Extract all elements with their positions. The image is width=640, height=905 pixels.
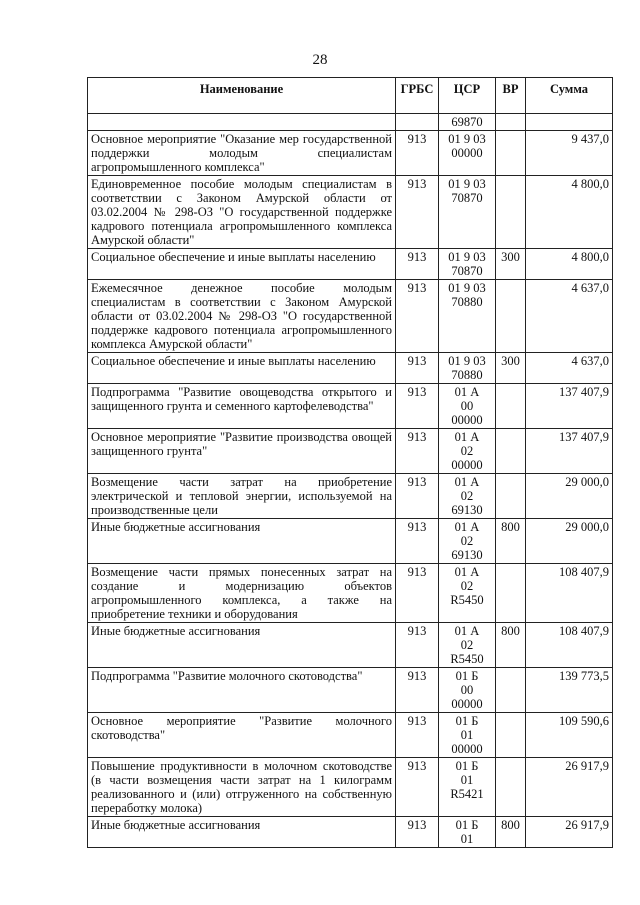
csr-code-part: 02 (460, 638, 474, 652)
table-row (88, 249, 613, 280)
table-row (88, 668, 613, 713)
csr-code-part: 02 (460, 579, 474, 593)
table-row (88, 429, 613, 474)
row-grbs: 913 (396, 280, 439, 353)
csr-code-part: 01 А (454, 565, 480, 579)
row-vr (496, 176, 526, 249)
csr-code-part: 00000 (451, 697, 483, 711)
row-sum: 26 917,9 (526, 817, 613, 848)
row-vr (496, 564, 526, 623)
csr-code-part: 00000 (451, 458, 483, 472)
csr-code-part: 01 А (454, 520, 480, 534)
csr-code-part: 01 9 03 (448, 177, 486, 191)
row-vr (496, 114, 526, 131)
row-grbs: 913 (396, 564, 439, 623)
row-name: Повышение продуктивности в молочном скотоводстве (в части возмещения части затрат на 1 килограмм реализованного и (или) отгруженного на собственную переработку молока) (88, 758, 396, 817)
row-grbs: 913 (396, 384, 439, 429)
row-csr (439, 668, 496, 713)
csr-code-part: 01 9 03 (448, 132, 486, 146)
row-csr (439, 249, 496, 280)
row-grbs (396, 114, 439, 131)
table-row (88, 519, 613, 564)
csr-code-part: 01 А (454, 385, 480, 399)
csr-code-part: R5450 (450, 652, 484, 666)
table-row (88, 353, 613, 384)
row-grbs: 913 (396, 519, 439, 564)
csr-code-part: 02 (460, 489, 474, 503)
row-vr (496, 429, 526, 474)
csr-code-part: 01 (460, 832, 474, 846)
row-name: Основное мероприятие "Развитие производства овощей защищенного грунта" (88, 429, 396, 474)
table-row (88, 564, 613, 623)
row-name: Иные бюджетные ассигнования (88, 519, 396, 564)
row-grbs: 913 (396, 249, 439, 280)
row-sum: 26 917,9 (526, 758, 613, 817)
row-csr (439, 280, 496, 353)
row-csr (439, 713, 496, 758)
row-name: Основное мероприятие "Оказание мер государственной поддержки молодым специалистам агропромышленного комплекса" (88, 131, 396, 176)
csr-code-part: 00 (460, 683, 474, 697)
table-row (88, 713, 613, 758)
csr-code-part: 01 Б (455, 818, 479, 832)
row-sum: 9 437,0 (526, 131, 613, 176)
row-vr: 300 (496, 353, 526, 384)
row-name: Подпрограмма "Развитие овощеводства открытого и защищенного грунта и семенного картофелеводства" (88, 384, 396, 429)
csr-code-part: 70880 (451, 295, 483, 309)
csr-code-part: 01 (460, 773, 474, 787)
header-csr: ЦСР (439, 78, 496, 114)
csr-code-part: 00000 (451, 146, 483, 160)
csr-code-part: 70870 (451, 264, 483, 278)
row-sum: 4 637,0 (526, 280, 613, 353)
csr-code-part: 01 Б (455, 759, 479, 773)
row-grbs: 913 (396, 474, 439, 519)
csr-code-part: 01 9 03 (448, 250, 486, 264)
row-vr (496, 131, 526, 176)
row-sum: 29 000,0 (526, 474, 613, 519)
row-grbs: 913 (396, 817, 439, 848)
row-grbs: 913 (396, 353, 439, 384)
row-name: Возмещение части прямых понесенных затрат на создание и модернизацию объектов агропромышленного комплекса, а также на приобретение техники и оборудования (88, 564, 396, 623)
row-csr (439, 564, 496, 623)
row-vr (496, 713, 526, 758)
table-row (88, 176, 613, 249)
row-csr (439, 353, 496, 384)
row-vr: 800 (496, 519, 526, 564)
csr-code-part: 70880 (451, 368, 483, 382)
csr-code-part: 00000 (451, 413, 483, 427)
row-grbs: 913 (396, 713, 439, 758)
table-header-row (88, 78, 613, 114)
csr-code-part: R5421 (450, 787, 484, 801)
row-grbs: 913 (396, 758, 439, 817)
csr-code-part: 01 А (454, 475, 480, 489)
row-name: Подпрограмма "Развитие молочного скотоводства" (88, 668, 396, 713)
row-csr (439, 114, 496, 131)
row-name: Иные бюджетные ассигнования (88, 623, 396, 668)
row-csr (439, 384, 496, 429)
row-sum: 4 637,0 (526, 353, 613, 384)
header-grbs: ГРБС (396, 78, 439, 114)
row-grbs: 913 (396, 668, 439, 713)
table-row (88, 280, 613, 353)
csr-code-part: 69870 (451, 115, 483, 129)
row-grbs: 913 (396, 429, 439, 474)
csr-code-part: 69130 (451, 503, 483, 517)
csr-code-part: 01 А (454, 624, 480, 638)
row-grbs: 913 (396, 623, 439, 668)
row-vr (496, 668, 526, 713)
row-csr (439, 176, 496, 249)
row-vr: 800 (496, 623, 526, 668)
row-sum: 139 773,5 (526, 668, 613, 713)
header-vr: ВР (496, 78, 526, 114)
csr-code-part: R5450 (450, 593, 484, 607)
csr-code-part: 01 9 03 (448, 281, 486, 295)
row-grbs: 913 (396, 131, 439, 176)
csr-code-part: 01 А (454, 430, 480, 444)
row-sum: 4 800,0 (526, 249, 613, 280)
table-row (88, 131, 613, 176)
csr-code-part: 01 Б (455, 714, 479, 728)
page-number: 28 (312, 52, 328, 68)
csr-code-part: 01 Б (455, 669, 479, 683)
row-csr (439, 429, 496, 474)
row-sum: 109 590,6 (526, 713, 613, 758)
row-sum: 108 407,9 (526, 623, 613, 668)
header-sum: Сумма (526, 78, 613, 114)
row-csr (439, 758, 496, 817)
row-sum: 4 800,0 (526, 176, 613, 249)
row-name (88, 114, 396, 131)
row-sum (526, 114, 613, 131)
table-row (88, 474, 613, 519)
table-row (88, 114, 613, 131)
table-row (88, 623, 613, 668)
row-name: Основное мероприятие "Развитие молочного скотоводства" (88, 713, 396, 758)
row-csr (439, 817, 496, 848)
row-name: Иные бюджетные ассигнования (88, 817, 396, 848)
row-vr: 800 (496, 817, 526, 848)
row-name: Единовременное пособие молодым специалистам в соответствии с Законом Амурской области от 03.02.2004 № 298-ОЗ "О государственной поддержке кадрового потенциала агропромышленного комплекса Амурской области" (88, 176, 396, 249)
csr-code-part: 02 (460, 534, 474, 548)
csr-code-part: 69130 (451, 548, 483, 562)
table-row (88, 758, 613, 817)
row-vr (496, 474, 526, 519)
row-sum: 108 407,9 (526, 564, 613, 623)
row-sum: 137 407,9 (526, 429, 613, 474)
row-vr: 300 (496, 249, 526, 280)
row-vr (496, 384, 526, 429)
budget-table (87, 77, 613, 848)
row-name: Социальное обеспечение и иные выплаты населению (88, 353, 396, 384)
row-csr (439, 474, 496, 519)
row-vr (496, 758, 526, 817)
csr-code-part: 02 (460, 444, 474, 458)
csr-code-part: 01 9 03 (448, 354, 486, 368)
table-row (88, 817, 613, 848)
csr-code-part: 70870 (451, 191, 483, 205)
row-sum: 29 000,0 (526, 519, 613, 564)
table-body (88, 114, 613, 848)
row-grbs: 913 (396, 176, 439, 249)
table-row (88, 384, 613, 429)
row-name: Ежемесячное денежное пособие молодым специалистам в соответствии с Законом Амурской области от 03.02.2004 № 298-ОЗ "О государственной поддержке кадрового потенциала агропромышленного комплекса Амурской области" (88, 280, 396, 353)
csr-code-part: 00000 (451, 742, 483, 756)
header-name: Наименование (88, 78, 396, 114)
row-vr (496, 280, 526, 353)
row-csr (439, 519, 496, 564)
row-name: Возмещение части затрат на приобретение электрической и тепловой энергии, используемой на производственные цели (88, 474, 396, 519)
row-csr (439, 623, 496, 668)
row-name: Социальное обеспечение и иные выплаты населению (88, 249, 396, 280)
csr-code-part: 00 (460, 399, 474, 413)
row-csr (439, 131, 496, 176)
row-sum: 137 407,9 (526, 384, 613, 429)
csr-code-part: 01 (460, 728, 474, 742)
